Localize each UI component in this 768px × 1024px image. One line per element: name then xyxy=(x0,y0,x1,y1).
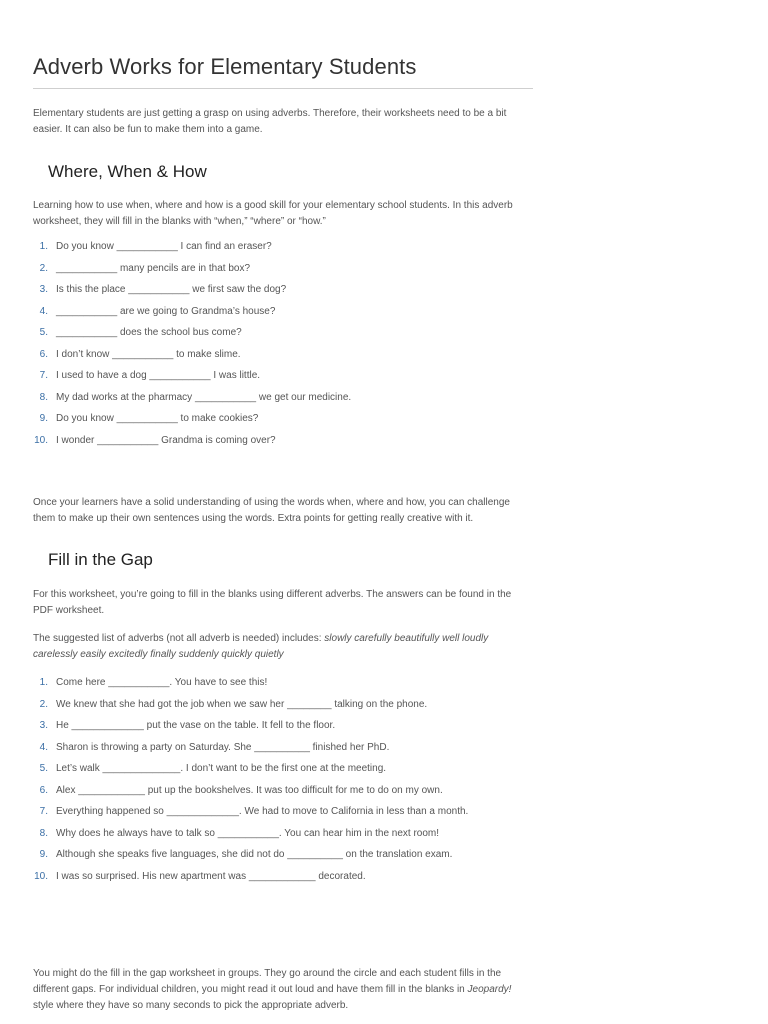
list-item xyxy=(33,742,533,764)
list-item xyxy=(33,720,533,742)
list-item-number: 2. xyxy=(39,698,48,710)
section-heading-where-when-how: Where, When & How xyxy=(48,162,207,181)
list-item-text: Everything happened so _____________. We had to move to California in less than a month. xyxy=(56,806,469,817)
section1-followup-paragraph: Once your learners have a solid understanding of using the words when, where and how, you can challenge them to make up their own sentences using the words. Extra points for getting really creative with it. xyxy=(33,497,510,524)
page-title: Adverb Works for Elementary Students xyxy=(33,54,533,89)
list-item xyxy=(33,849,533,871)
list-item-text: Let’s walk ______________. I don’t want to be the first one at the meeting. xyxy=(56,763,387,774)
suggested-adverbs-prefix: The suggested list of adverbs (not all adverb is needed) includes: xyxy=(33,633,325,644)
closing-paragraph xyxy=(33,966,529,1014)
list-item xyxy=(33,806,533,828)
where-when-how-list xyxy=(33,241,533,456)
list-item-number: 7. xyxy=(39,370,48,381)
list-item-text: I was so surprised. His new apartment was ____________ decorated. xyxy=(56,870,366,882)
list-item-number: 7. xyxy=(39,806,48,817)
list-item xyxy=(33,306,533,328)
list-item-text: ___________ does the school bus come? xyxy=(56,327,242,338)
list-item-text: ___________ many pencils are in that box? xyxy=(56,262,251,274)
list-item-number: 1. xyxy=(39,241,48,252)
list-item-number: 4. xyxy=(39,741,48,753)
list-item xyxy=(33,871,533,893)
closing-text-after: style where they have so many seconds to pick the appropriate adverb. xyxy=(33,1000,349,1011)
list-item-text: Why does he always have to talk so ___________. You can hear him in the next room! xyxy=(56,827,440,839)
jeopardy-title: Jeopardy! xyxy=(467,984,512,995)
list-item xyxy=(33,413,533,435)
list-item-text: I wonder ___________ Grandma is coming over? xyxy=(56,434,276,446)
fill-in-the-gap-list xyxy=(33,677,533,892)
list-item-number: 2. xyxy=(39,262,48,274)
list-item xyxy=(33,241,533,263)
list-item xyxy=(33,677,533,699)
list-item-text: ___________ are we going to Grandma’s house? xyxy=(56,305,276,317)
list-item-number: 10. xyxy=(34,434,48,446)
list-item-number: 3. xyxy=(39,284,48,295)
list-item-text: Sharon is throwing a party on Saturday. She __________ finished her PhD. xyxy=(56,741,390,753)
list-item-number: 4. xyxy=(39,305,48,317)
list-item-text: My dad works at the pharmacy ___________ we get our medicine. xyxy=(56,391,352,403)
list-item-text: Alex ____________ put up the bookshelves. It was too difficult for me to do on my own. xyxy=(56,784,443,796)
list-item xyxy=(33,349,533,371)
list-item-text: I don’t know ___________ to make slime. xyxy=(56,348,241,360)
list-item-number: 9. xyxy=(39,849,48,860)
list-item-number: 8. xyxy=(39,827,48,839)
list-item xyxy=(33,435,533,457)
list-item-text: Is this the place ___________ we first saw the dog? xyxy=(56,284,287,295)
list-item xyxy=(33,785,533,807)
list-item xyxy=(33,284,533,306)
section2-description: For this worksheet, you’re going to fill in the blanks using different adverbs. The answers can be found in the PDF worksheet. xyxy=(33,589,512,616)
suggested-adverbs-paragraph xyxy=(33,631,533,663)
list-item xyxy=(33,828,533,850)
list-item xyxy=(33,763,533,785)
list-item-number: 9. xyxy=(39,413,48,424)
list-item xyxy=(33,370,533,392)
list-item xyxy=(33,699,533,721)
list-item-text: Come here ___________. You have to see this! xyxy=(56,677,268,688)
closing-text-before: You might do the fill in the gap worksheet in groups. They go around the circle and each student fills in the different gaps. For individual children, you might read it out loud and have them fill in the blanks in xyxy=(33,968,502,995)
list-item-number: 8. xyxy=(39,391,48,403)
list-item xyxy=(33,327,533,349)
list-item-number: 3. xyxy=(39,720,48,731)
list-item xyxy=(33,263,533,285)
list-item-text: Do you know ___________ to make cookies? xyxy=(56,413,259,424)
list-item-text: I used to have a dog ___________ I was little. xyxy=(56,370,261,381)
list-item-number: 5. xyxy=(39,763,48,774)
list-item-number: 1. xyxy=(39,677,48,688)
section1-description: Learning how to use when, where and how is a good skill for your elementary school students. In this adverb worksheet, they will fill in the blanks with “when,” “where” or “how.” xyxy=(33,200,513,227)
section-heading-fill-in-the-gap: Fill in the Gap xyxy=(48,550,153,569)
list-item-text: Although she speaks five languages, she did not do __________ on the translation exam. xyxy=(56,849,453,860)
list-item-number: 5. xyxy=(39,327,48,338)
list-item-text: We knew that she had got the job when we saw her ________ talking on the phone. xyxy=(56,698,428,710)
list-item-text: He _____________ put the vase on the table. It fell to the floor. xyxy=(56,720,336,731)
suggested-adverbs-list: slowly carefully beautifully well loudly carelessly easily excitedly finally suddenly quickly quietly xyxy=(33,633,489,660)
list-item-number: 6. xyxy=(39,784,48,796)
intro-paragraph: Elementary students are just getting a grasp on using adverbs. Therefore, their worksheets need to be a bit easier. It can also be fun to make them into a game. xyxy=(33,108,507,135)
list-item-number: 6. xyxy=(39,348,48,360)
article xyxy=(33,54,533,1014)
list-item-number: 10. xyxy=(34,870,48,882)
list-item-text: Do you know ___________ I can find an eraser? xyxy=(56,241,272,252)
list-item xyxy=(33,392,533,414)
